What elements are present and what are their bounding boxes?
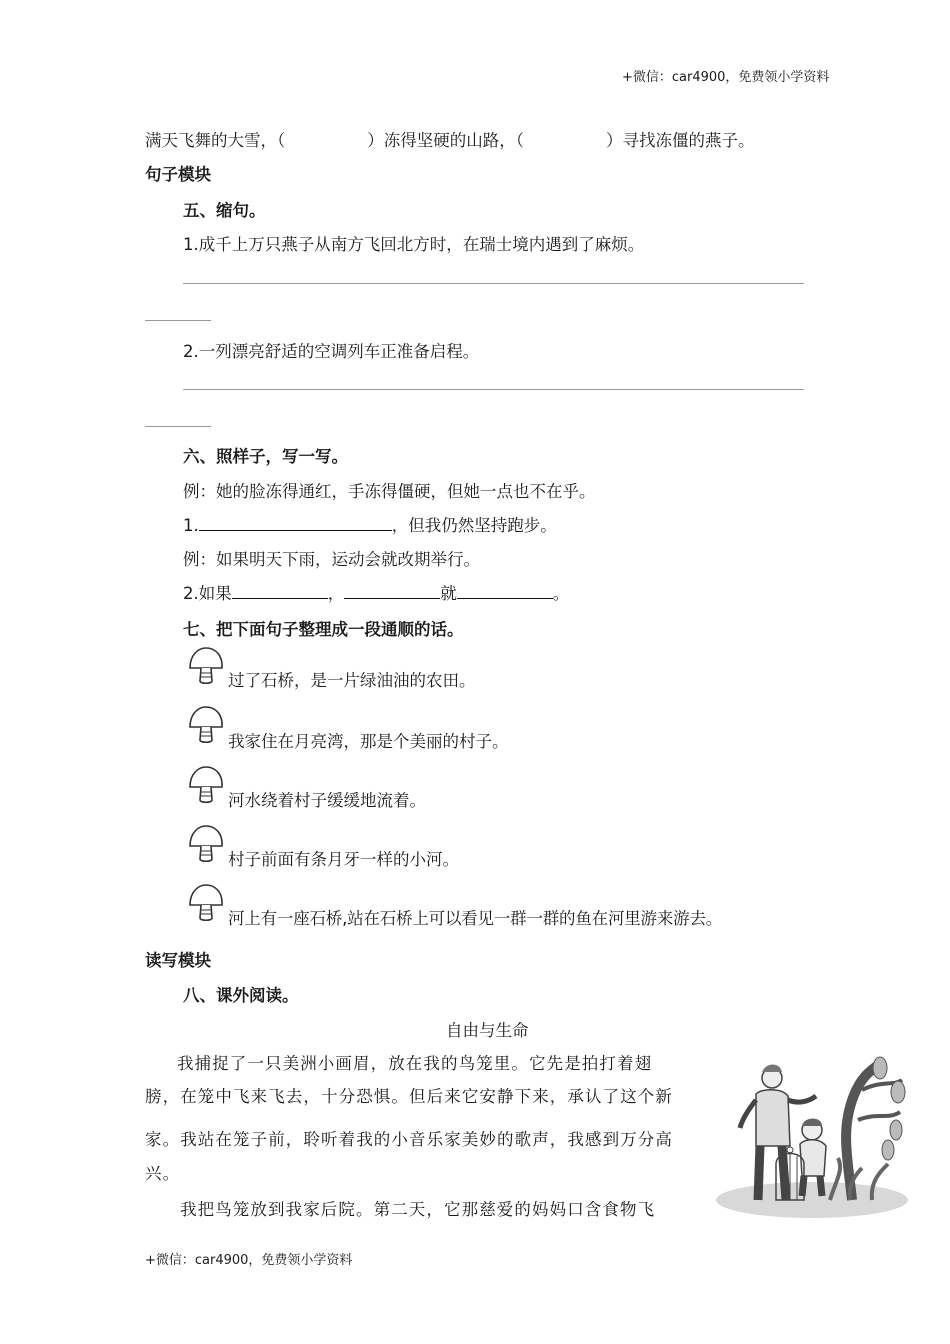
answer-line-continued (145, 426, 211, 427)
fill-in-line (145, 127, 755, 151)
section6-item-2 (183, 580, 569, 604)
module-heading-reading: 读写模块 (145, 951, 211, 970)
section6-title: 六、照样子，写一写。 (183, 447, 348, 466)
module-heading-sentence: 句子模块 (145, 165, 211, 184)
section8-title: 八、课外阅读。 (183, 986, 299, 1005)
item2-prefix: 2.如果 (183, 584, 232, 603)
blank-line[interactable] (232, 582, 328, 599)
section5-item-2: 2.一列漂亮舒适的空调列车正准备启程。 (183, 342, 480, 361)
item2-mid1: ， (327, 584, 345, 603)
header-note: +微信：car4900，免费领小学资料 (622, 70, 830, 85)
section7-item: 河水绕着村子缓缓地流着。 (228, 791, 426, 810)
man-boy-birdcage-illustration (712, 1050, 908, 1220)
answer-line (183, 283, 804, 284)
mushroom-icon (187, 824, 225, 864)
mushroom-icon (187, 646, 225, 686)
section6-item-1 (183, 512, 557, 536)
item1-prefix: 1. (183, 516, 199, 535)
passage-line: 膀，在笼中飞来飞去，十分恐惧。但后来它安静下来，承认了这个新 (145, 1087, 673, 1106)
answer-line-continued (145, 320, 211, 321)
footer-note: +微信：car4900，免费领小学资料 (145, 1253, 353, 1268)
answer-line (183, 389, 804, 390)
fill-in-part3: ）寻找冻僵的燕子。 (606, 131, 755, 150)
item1-suffix: ，但我仍然坚持跑步。 (391, 516, 557, 535)
blank-line[interactable] (457, 582, 553, 599)
mushroom-icon (187, 705, 225, 745)
section7-item: 村子前面有条月牙一样的小河。 (228, 850, 459, 869)
blank-line[interactable] (344, 582, 440, 599)
mushroom-icon (187, 765, 225, 805)
passage-line: 我把鸟笼放到我家后院。第二天，它那慈爱的妈妈口含食物飞 (180, 1200, 656, 1219)
fill-in-part2: ）冻得坚硬的山路，（ (367, 131, 524, 150)
passage-line: 我捕捉了一只美洲小画眉，放在我的鸟笼里。它先是拍打着翅 (177, 1054, 653, 1073)
fill-in-part1: 满天飞舞的大雪，（ (145, 131, 286, 150)
section7-item: 我家住在月亮湾，那是个美丽的村子。 (228, 732, 509, 751)
mushroom-icon (187, 883, 225, 923)
section5-item-1: 1.成千上万只燕子从南方飞回北方时，在瑞士境内遇到了麻烦。 (183, 235, 645, 254)
section6-example-2: 例：如果明天下雨，运动会就改期举行。 (183, 550, 480, 569)
section6-example-1: 例：她的脸冻得通红，手冻得僵硬，但她一点也不在乎。 (183, 482, 596, 501)
section7-item: 过了石桥，是一片绿油油的农田。 (228, 671, 476, 690)
blank-line[interactable] (199, 514, 392, 531)
section7-item: 河上有一座石桥,站在石桥上可以看见一群一群的鱼在河里游来游去。 (228, 909, 723, 928)
passage-line: 家。我站在笼子前，聆听着我的小音乐家美妙的歌声，我感到万分高 (145, 1130, 673, 1149)
item2-mid2: 就 (440, 584, 457, 603)
section5-title: 五、缩句。 (183, 201, 266, 220)
passage-line: 兴。 (145, 1164, 181, 1183)
passage-title: 自由与生命 (446, 1021, 529, 1040)
section7-title: 七、把下面句子整理成一段通顺的话。 (183, 620, 464, 639)
item2-end: 。 (552, 584, 570, 603)
